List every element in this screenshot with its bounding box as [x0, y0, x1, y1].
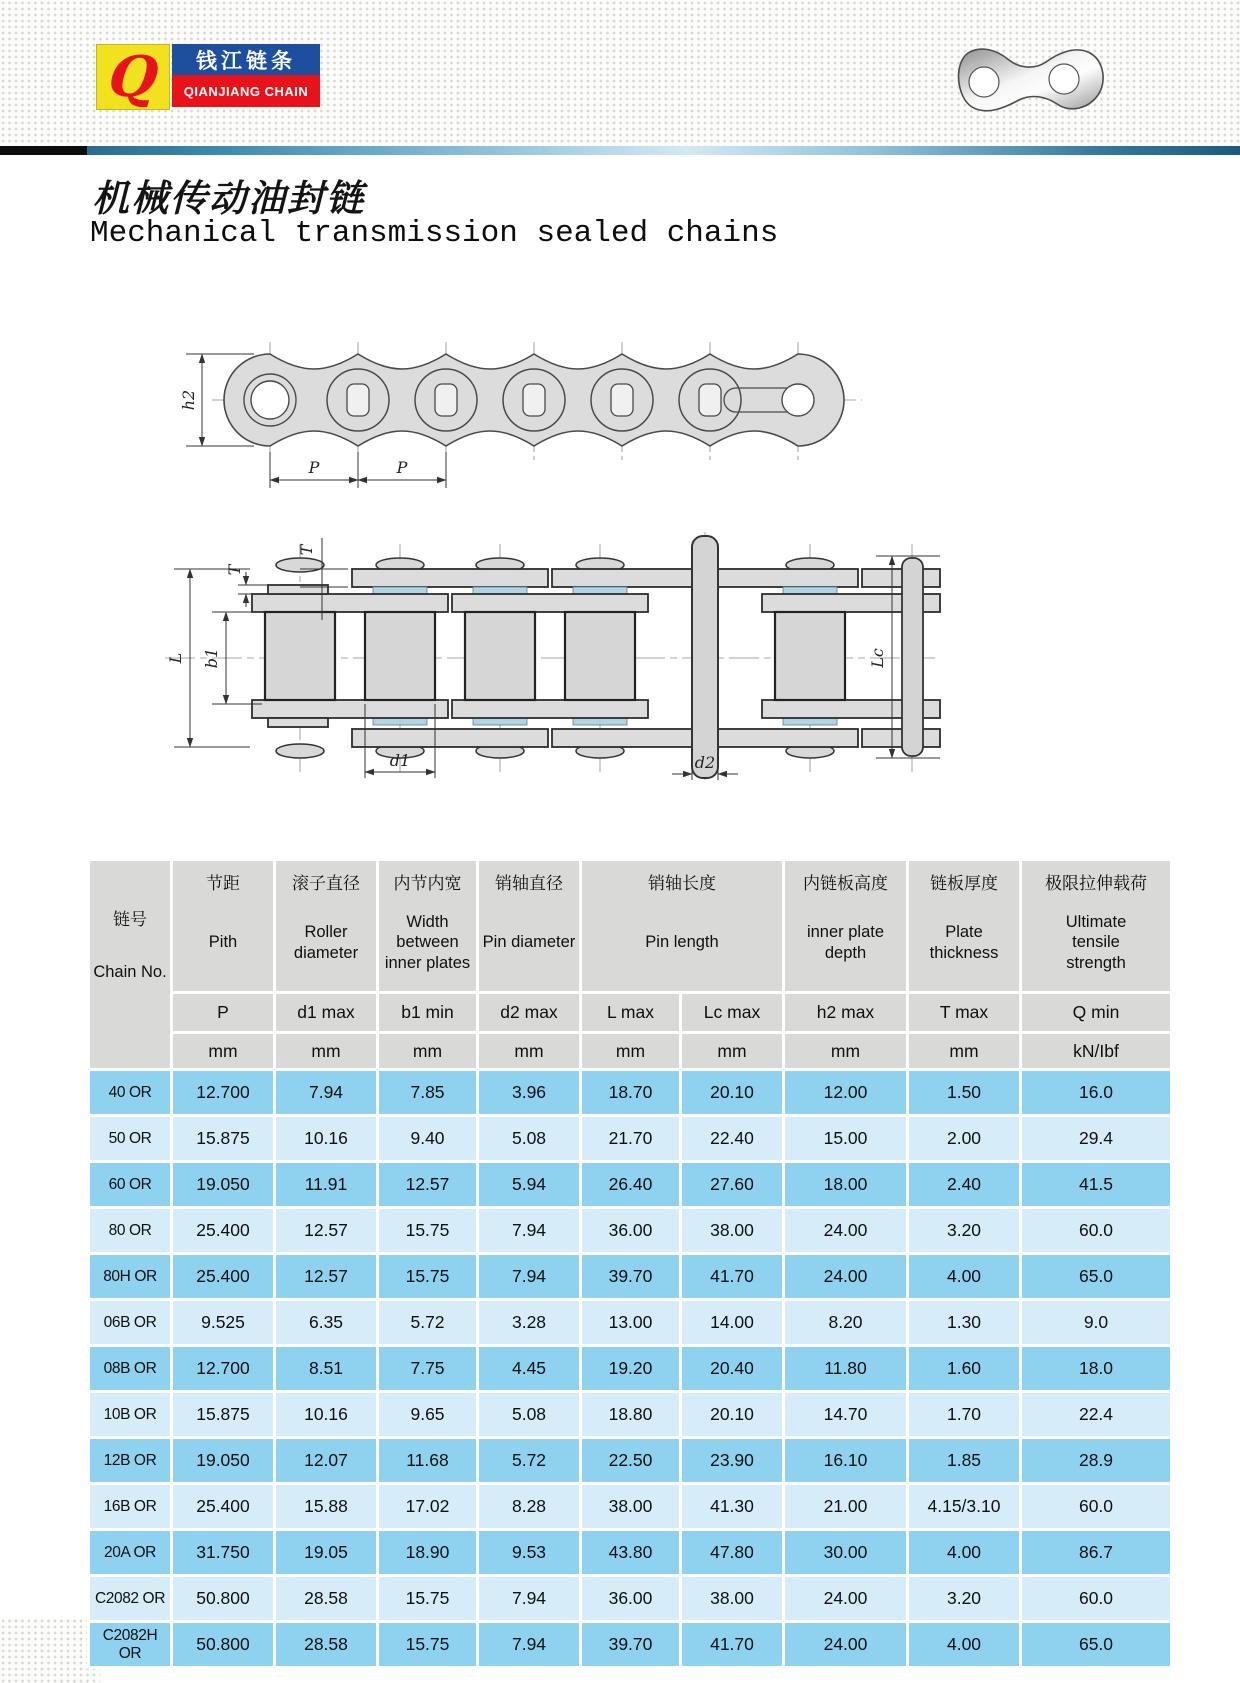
value-cell: 18.00: [785, 1163, 906, 1206]
value-cell: 25.400: [173, 1485, 273, 1528]
value-cell: 50.800: [173, 1577, 273, 1620]
brand-name-en: QIANJIANG CHAIN: [172, 75, 320, 107]
value-cell: 1.30: [909, 1301, 1019, 1344]
value-cell: 24.00: [785, 1623, 906, 1666]
symbol-cell: L max: [582, 994, 679, 1031]
header-inner-width: 内节内宽 Width between inner plates: [379, 861, 476, 991]
table-row: [90, 1485, 1170, 1528]
value-cell: 4.00: [909, 1623, 1019, 1666]
value-cell: 15.88: [276, 1485, 376, 1528]
value-cell: 36.00: [582, 1209, 679, 1252]
value-cell: 11.80: [785, 1347, 906, 1390]
value-cell: 7.75: [379, 1347, 476, 1390]
value-cell: 19.20: [582, 1347, 679, 1390]
b1-label: b1: [202, 647, 221, 669]
L-label: L: [166, 652, 185, 664]
p-label-right: P: [396, 458, 408, 477]
value-cell: 11.91: [276, 1163, 376, 1206]
value-cell: 21.70: [582, 1117, 679, 1160]
symbol-cell: d1 max: [276, 994, 376, 1031]
footer-texture-strip: [0, 1618, 100, 1683]
table-row: [90, 1255, 1170, 1298]
value-cell: 60.0: [1022, 1209, 1170, 1252]
d2-label: d2: [694, 753, 716, 772]
value-cell: 47.80: [682, 1531, 782, 1574]
value-cell: 26.40: [582, 1163, 679, 1206]
value-cell: 12.57: [276, 1209, 376, 1252]
value-cell: 27.60: [682, 1163, 782, 1206]
unit-cell: mm: [785, 1034, 906, 1068]
chain-no-cell: 16B OR: [90, 1485, 170, 1528]
page-title-cn: 机械传动油封链: [92, 176, 365, 220]
value-cell: 20.40: [682, 1347, 782, 1390]
value-cell: 2.40: [909, 1163, 1019, 1206]
value-cell: 41.70: [682, 1623, 782, 1666]
value-cell: 65.0: [1022, 1255, 1170, 1298]
chain-plan-diagram: [150, 330, 910, 500]
value-cell: 1.60: [909, 1347, 1019, 1390]
symbol-cell: h2 max: [785, 994, 906, 1031]
value-cell: 1.70: [909, 1393, 1019, 1436]
table-row: [90, 1531, 1170, 1574]
logo-q-monogram: Q: [105, 44, 161, 110]
value-cell: 25.400: [173, 1255, 273, 1298]
value-cell: 7.94: [479, 1623, 579, 1666]
value-cell: 23.90: [682, 1439, 782, 1482]
connecting-pin: [692, 536, 718, 778]
header-row-names: [90, 861, 1170, 991]
chain-no-cell: 06B OR: [90, 1301, 170, 1344]
symbol-cell: Lc max: [682, 994, 782, 1031]
table-row: [90, 1071, 1170, 1114]
value-cell: 12.700: [173, 1071, 273, 1114]
value-cell: 24.00: [785, 1577, 906, 1620]
value-cell: 9.40: [379, 1117, 476, 1160]
value-cell: 41.70: [682, 1255, 782, 1298]
value-cell: 5.72: [479, 1439, 579, 1482]
header-roller-diameter: 滚子直径 Roller diameter: [276, 861, 376, 991]
value-cell: 18.80: [582, 1393, 679, 1436]
Lc-label: Lc: [868, 648, 887, 668]
value-cell: 8.51: [276, 1347, 376, 1390]
brand-logo: [96, 44, 320, 110]
value-cell: 6.35: [276, 1301, 376, 1344]
value-cell: 15.75: [379, 1577, 476, 1620]
value-cell: 36.00: [582, 1577, 679, 1620]
value-cell: 12.700: [173, 1347, 273, 1390]
value-cell: 12.57: [276, 1255, 376, 1298]
value-cell: 4.00: [909, 1255, 1019, 1298]
chain-no-header-en: Chain No.: [93, 963, 167, 981]
value-cell: 7.94: [479, 1577, 579, 1620]
value-cell: 86.7: [1022, 1531, 1170, 1574]
chain-no-cell: 10B OR: [90, 1393, 170, 1436]
value-cell: 15.00: [785, 1117, 906, 1160]
symbol-cell: P: [173, 994, 273, 1031]
header-tensile-strength: 极限拉伸载荷 Ultimate tensile strength: [1022, 861, 1170, 991]
chain-plate-image: [935, 40, 1107, 122]
plate-hole-right: [1049, 64, 1079, 94]
value-cell: 15.875: [173, 1393, 273, 1436]
h2-label: h2: [179, 389, 198, 411]
page-title-en: Mechanical transmission sealed chains: [90, 216, 779, 251]
table-body: [90, 1071, 1170, 1666]
T-outer-label: T: [297, 544, 316, 556]
chain-no-cell: C2082H OR: [90, 1623, 170, 1666]
chain-no-cell: 20A OR: [90, 1531, 170, 1574]
value-cell: 9.525: [173, 1301, 273, 1344]
value-cell: 2.00: [909, 1117, 1019, 1160]
value-cell: 8.20: [785, 1301, 906, 1344]
unit-cell: mm: [909, 1034, 1019, 1068]
header-pin-length: 销轴长度 Pin length: [582, 861, 782, 991]
header-pin-diameter: 销轴直径 Pin diameter: [479, 861, 579, 991]
chain-no-cell: C2082 OR: [90, 1577, 170, 1620]
unit-cell: mm: [479, 1034, 579, 1068]
value-cell: 15.75: [379, 1209, 476, 1252]
symbol-cell: b1 min: [379, 994, 476, 1031]
p-label-left: P: [308, 458, 320, 477]
value-cell: 5.72: [379, 1301, 476, 1344]
value-cell: 19.050: [173, 1439, 273, 1482]
value-cell: 4.45: [479, 1347, 579, 1390]
divider-bar-gradient: [87, 146, 1240, 155]
value-cell: 39.70: [582, 1623, 679, 1666]
value-cell: 22.40: [682, 1117, 782, 1160]
d1-label: d1: [389, 751, 411, 770]
value-cell: 43.80: [582, 1531, 679, 1574]
header-row-units: [90, 1034, 1170, 1068]
value-cell: 21.00: [785, 1485, 906, 1528]
unit-cell: mm: [582, 1034, 679, 1068]
spec-table: [87, 858, 1173, 1669]
pitch-dimensions: [270, 452, 446, 488]
unit-cell: mm: [682, 1034, 782, 1068]
logo-monogram-box: [96, 44, 170, 110]
chain-no-cell: 80 OR: [90, 1209, 170, 1252]
value-cell: 12.00: [785, 1071, 906, 1114]
value-cell: 22.50: [582, 1439, 679, 1482]
value-cell: 18.70: [582, 1071, 679, 1114]
chain-no-header-cn: 链号: [113, 910, 147, 929]
value-cell: 38.00: [682, 1209, 782, 1252]
chain-no-cell: 80H OR: [90, 1255, 170, 1298]
value-cell: 60.0: [1022, 1485, 1170, 1528]
value-cell: 24.00: [785, 1209, 906, 1252]
value-cell: 19.050: [173, 1163, 273, 1206]
value-cell: 10.16: [276, 1393, 376, 1436]
chain-no-cell: 40 OR: [90, 1071, 170, 1114]
symbol-cell: d2 max: [479, 994, 579, 1031]
value-cell: 7.94: [479, 1209, 579, 1252]
unit-cell: mm: [379, 1034, 476, 1068]
brand-name-cn: 钱江链条: [172, 44, 320, 75]
value-cell: 15.75: [379, 1255, 476, 1298]
table-row: [90, 1347, 1170, 1390]
value-cell: 28.9: [1022, 1439, 1170, 1482]
divider-bar-black: [0, 146, 87, 155]
value-cell: 4.15/3.10: [909, 1485, 1019, 1528]
value-cell: 12.07: [276, 1439, 376, 1482]
end-pin: [902, 558, 923, 756]
value-cell: 5.08: [479, 1393, 579, 1436]
chain-no-cell: 50 OR: [90, 1117, 170, 1160]
value-cell: 25.400: [173, 1209, 273, 1252]
unit-cell: kN/Ibf: [1022, 1034, 1170, 1068]
value-cell: 18.0: [1022, 1347, 1170, 1390]
value-cell: 7.94: [479, 1255, 579, 1298]
value-cell: 12.57: [379, 1163, 476, 1206]
table-row: [90, 1301, 1170, 1344]
value-cell: 5.94: [479, 1163, 579, 1206]
symbol-cell: Q min: [1022, 994, 1170, 1031]
value-cell: 9.53: [479, 1531, 579, 1574]
unit-cell: mm: [173, 1034, 273, 1068]
chain-no-cell: 60 OR: [90, 1163, 170, 1206]
value-cell: 3.96: [479, 1071, 579, 1114]
value-cell: 28.58: [276, 1623, 376, 1666]
T-inner-label: T: [225, 564, 244, 576]
table-row: [90, 1209, 1170, 1252]
value-cell: 19.05: [276, 1531, 376, 1574]
value-cell: 7.94: [276, 1071, 376, 1114]
value-cell: 8.28: [479, 1485, 579, 1528]
value-cell: 29.4: [1022, 1117, 1170, 1160]
header-pitch: 节距 Pith: [173, 861, 273, 991]
value-cell: 9.65: [379, 1393, 476, 1436]
value-cell: 20.10: [682, 1071, 782, 1114]
value-cell: 24.00: [785, 1255, 906, 1298]
rollers: [265, 612, 845, 700]
header-plate-thickness: 链板厚度 Plate thickness: [909, 861, 1019, 991]
table-row: [90, 1117, 1170, 1160]
value-cell: 38.00: [582, 1485, 679, 1528]
table-row: [90, 1577, 1170, 1620]
value-cell: 50.800: [173, 1623, 273, 1666]
header-inner-plate-depth: 内链板高度 inner plate depth: [785, 861, 906, 991]
value-cell: 14.00: [682, 1301, 782, 1344]
value-cell: 14.70: [785, 1393, 906, 1436]
value-cell: 3.28: [479, 1301, 579, 1344]
value-cell: 13.00: [582, 1301, 679, 1344]
value-cell: 41.30: [682, 1485, 782, 1528]
value-cell: 11.68: [379, 1439, 476, 1482]
symbol-cell: T max: [909, 994, 1019, 1031]
chain-section-diagram: [150, 528, 950, 784]
value-cell: 7.85: [379, 1071, 476, 1114]
chain-no-header: [90, 861, 170, 1068]
value-cell: 22.4: [1022, 1393, 1170, 1436]
value-cell: 39.70: [582, 1255, 679, 1298]
value-cell: 3.20: [909, 1577, 1019, 1620]
value-cell: 3.20: [909, 1209, 1019, 1252]
unit-cell: mm: [276, 1034, 376, 1068]
value-cell: 16.0: [1022, 1071, 1170, 1114]
table-row: [90, 1163, 1170, 1206]
value-cell: 31.750: [173, 1531, 273, 1574]
header-row-symbols: [90, 994, 1170, 1031]
value-cell: 60.0: [1022, 1577, 1170, 1620]
value-cell: 15.875: [173, 1117, 273, 1160]
value-cell: 17.02: [379, 1485, 476, 1528]
value-cell: 38.00: [682, 1577, 782, 1620]
value-cell: 28.58: [276, 1577, 376, 1620]
chain-no-cell: 12B OR: [90, 1439, 170, 1482]
value-cell: 41.5: [1022, 1163, 1170, 1206]
value-cell: 15.75: [379, 1623, 476, 1666]
value-cell: 65.0: [1022, 1623, 1170, 1666]
value-cell: 1.50: [909, 1071, 1019, 1114]
value-cell: 10.16: [276, 1117, 376, 1160]
value-cell: 4.00: [909, 1531, 1019, 1574]
value-cell: 5.08: [479, 1117, 579, 1160]
value-cell: 1.85: [909, 1439, 1019, 1482]
table-row: [90, 1393, 1170, 1436]
table-row: [90, 1623, 1170, 1666]
table-row: [90, 1439, 1170, 1482]
chain-no-cell: 08B OR: [90, 1347, 170, 1390]
plate-hole-left: [969, 67, 999, 97]
value-cell: 30.00: [785, 1531, 906, 1574]
value-cell: 16.10: [785, 1439, 906, 1482]
value-cell: 18.90: [379, 1531, 476, 1574]
value-cell: 9.0: [1022, 1301, 1170, 1344]
value-cell: 20.10: [682, 1393, 782, 1436]
